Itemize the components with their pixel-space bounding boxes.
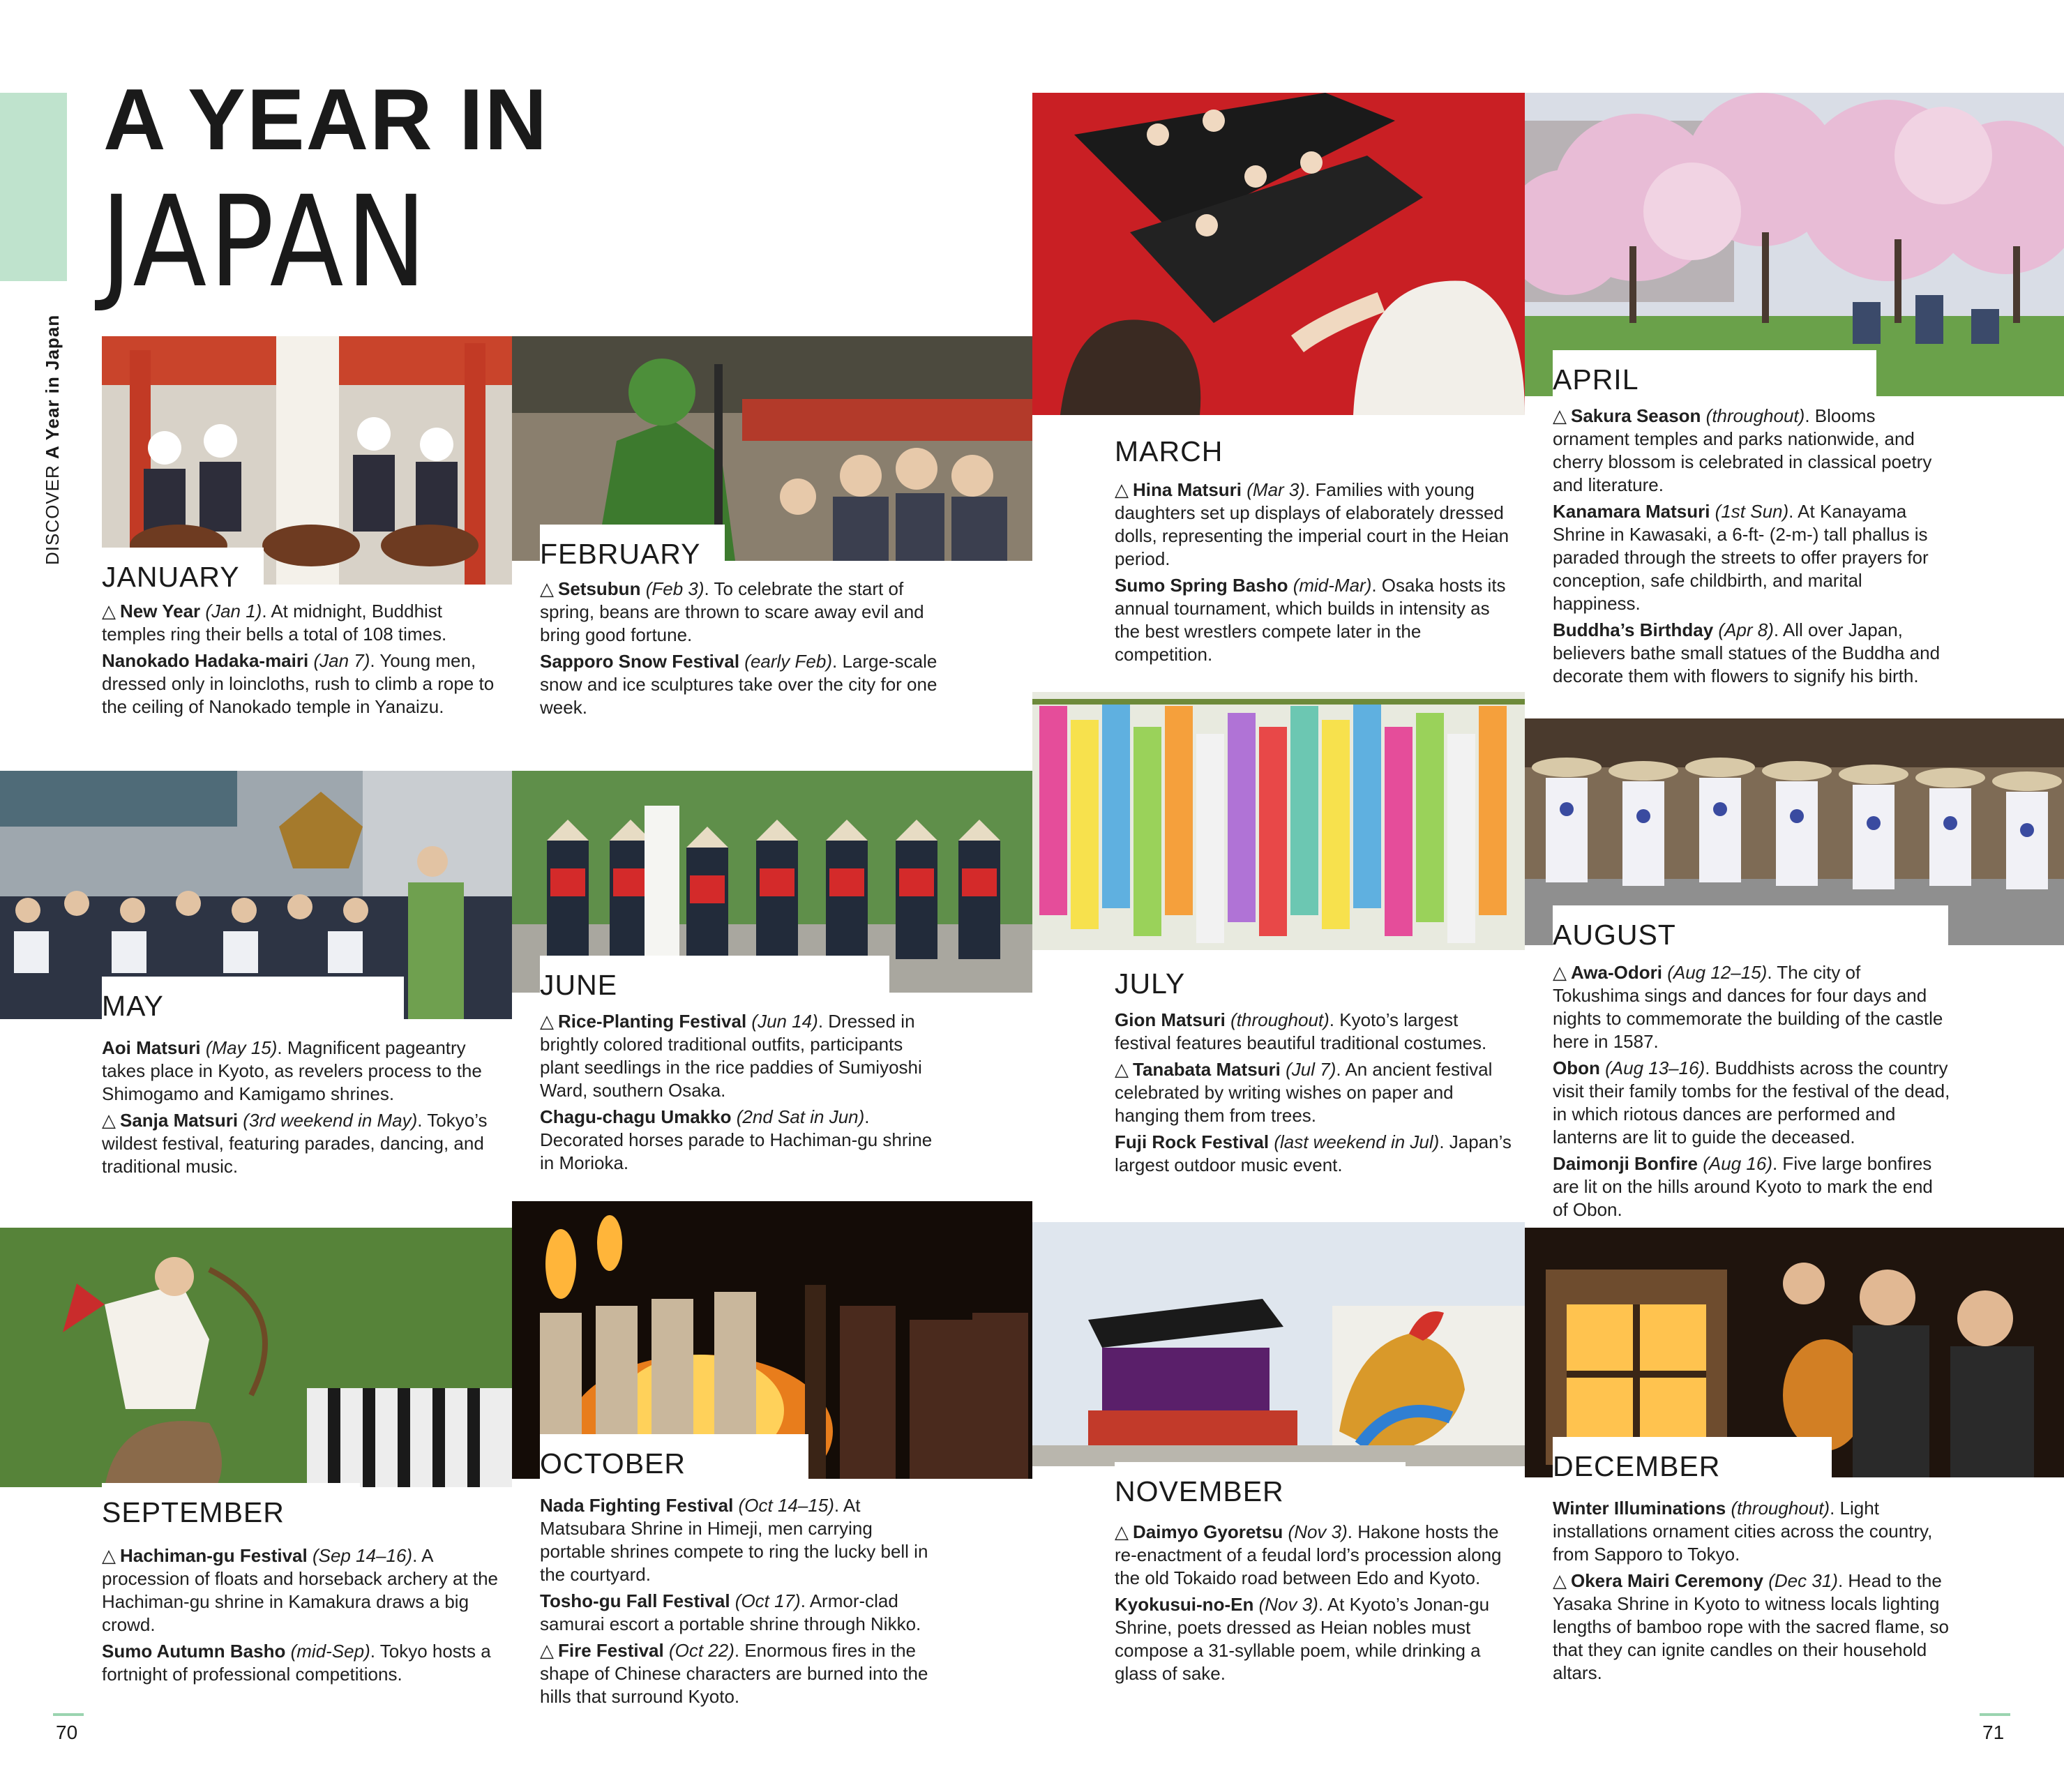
events-may bbox=[102, 1037, 499, 1182]
event-item: Aoi Matsuri (May 15). Magnificent pageantry takes place in Kyoto, as revelers process to the Shimogamo and Kamigamo shrines. bbox=[102, 1037, 482, 1104]
event-item: △ Sakura Season (throughout). Blooms ornament temples and parks nationwide, and cherry blossom is celebrated in classical poetry and literature. bbox=[1553, 405, 1932, 495]
events-january bbox=[102, 600, 499, 722]
highlight-icon: △ bbox=[102, 601, 116, 622]
month-heading-may: MAY bbox=[102, 977, 404, 1026]
event-item: △ Fire Festival (Oct 22). Enormous fires in the shape of Chinese characters are burned into the hills that surround Kyoto. bbox=[540, 1640, 928, 1707]
page-marker-right bbox=[1980, 1713, 2010, 1716]
event-item: Nada Fighting Festival (Oct 14–15). At Matsubara Shrine in Himeji, men carrying portable shrines compete to ring the lucky bell in the courtyard. bbox=[540, 1495, 928, 1585]
highlight-icon: △ bbox=[102, 1545, 116, 1566]
page-title-line2: JAPAN bbox=[100, 170, 430, 315]
month-heading-june: JUNE bbox=[540, 956, 889, 1005]
event-item: △ Okera Mairi Ceremony (Dec 31). Head to the Yasaka Shrine in Kyoto to witness locals lighting lengths of bamboo rope with the sacred flame, so that they can ignite candles on their household altars. bbox=[1553, 1570, 1949, 1683]
event-item: Sumo Spring Basho (mid-Mar). Osaka hosts its annual tournament, which builds in intensity as the best wrestlers compete later in the competition. bbox=[1115, 575, 1506, 665]
event-item: Nanokado Hadaka-mairi (Jan 7). Young men, dressed only in loincloths, rush to climb a rope to the ceiling of Nanokado temple in Yanaizu. bbox=[102, 650, 495, 717]
event-item: Gion Matsuri (throughout). Kyoto’s largest festival features beautiful traditional costumes. bbox=[1115, 1009, 1487, 1053]
events-february bbox=[540, 578, 937, 723]
month-heading-february: FEBRUARY bbox=[540, 525, 725, 574]
highlight-icon: △ bbox=[102, 1110, 116, 1131]
events-december bbox=[1553, 1497, 1950, 1688]
month-heading-november: NOVEMBER bbox=[1115, 1462, 1406, 1512]
photo-november bbox=[1032, 1222, 1525, 1466]
event-item: △ Setsubun (Feb 3). To celebrate the start of spring, beans are thrown to scare away evil and bring good fortune. bbox=[540, 578, 924, 645]
month-heading-july: JULY bbox=[1115, 954, 1415, 1004]
event-item: Sumo Autumn Basho (mid-Sep). Tokyo hosts a fortnight of professional competitions. bbox=[102, 1641, 491, 1685]
event-item: Fuji Rock Festival (last weekend in Jul). Japan’s largest outdoor music event. bbox=[1115, 1131, 1512, 1175]
events-october bbox=[540, 1494, 937, 1712]
section-label bbox=[42, 315, 63, 565]
highlight-icon: △ bbox=[540, 1011, 554, 1032]
event-item: △ Hachiman-gu Festival (Sep 14–16). A procession of floats and horseback archery at the Hachiman-gu shrine in Kamakura draws a big crowd. bbox=[102, 1545, 498, 1635]
page-number-right: 71 bbox=[1982, 1722, 2005, 1743]
month-heading-march: MARCH bbox=[1115, 422, 1466, 472]
month-heading-september: SEPTEMBER bbox=[102, 1483, 360, 1533]
events-august bbox=[1553, 961, 1950, 1225]
page-title-line1: A YEAR IN bbox=[103, 72, 549, 168]
event-item: Tosho-gu Fall Festival (Oct 17). Armor-clad samurai escort a portable shrine through Nikko. bbox=[540, 1590, 921, 1634]
highlight-icon: △ bbox=[1115, 1059, 1129, 1080]
month-heading-january: JANUARY bbox=[102, 548, 264, 597]
event-item: Kyokusui-no-En (Nov 3). At Kyoto’s Jonan-gu Shrine, poets dressed as Heian nobles must compose a 31-syllable poem, while drinking a glass of sake. bbox=[1115, 1594, 1490, 1684]
month-heading-august: AUGUST bbox=[1553, 905, 1948, 955]
event-item: Daimonji Bonfire (Aug 16). Five large bonfires are lit on the hills around Kyoto to mark the end of Obon. bbox=[1553, 1153, 1933, 1220]
section-label-prefix: DISCOVER bbox=[42, 465, 63, 565]
event-item: Obon (Aug 13–16). Buddhists across the country visit their family tombs for the festival of the dead, in which riotous dances are performed and lanterns are lit to guide the deceased. bbox=[1553, 1057, 1950, 1147]
event-item: △ New Year (Jan 1). At midnight, Buddhist temples ring their bells a total of 108 times. bbox=[102, 601, 447, 645]
events-november bbox=[1115, 1521, 1512, 1689]
highlight-icon: △ bbox=[1115, 1521, 1129, 1542]
photo-march bbox=[1032, 93, 1525, 415]
events-june bbox=[540, 1010, 937, 1178]
event-item: △ Tanabata Matsuri (Jul 7). An ancient festival celebrated by writing wishes on paper and hanging them from trees. bbox=[1115, 1059, 1493, 1126]
event-item: △ Daimyo Gyoretsu (Nov 3). Hakone hosts the re-enactment of a feudal lord’s procession along the old Tokaido road between Edo and Kyoto. bbox=[1115, 1521, 1502, 1588]
highlight-icon: △ bbox=[1553, 962, 1567, 983]
event-item: △ Rice-Planting Festival (Jun 14). Dressed in brightly colored traditional outfits, participants plant seedlings in the rice paddies of Sumiyoshi Ward, southern Osaka. bbox=[540, 1011, 922, 1101]
month-heading-april: APRIL bbox=[1553, 350, 1876, 400]
highlight-icon: △ bbox=[1553, 1570, 1567, 1591]
events-april bbox=[1553, 405, 1950, 691]
events-march bbox=[1115, 479, 1512, 670]
photo-september bbox=[0, 1228, 512, 1487]
event-item: Buddha’s Birthday (Apr 8). All over Japan, believers bathe small statues of the Buddha and decorate them with flowers to signify his birth. bbox=[1553, 619, 1941, 686]
highlight-icon: △ bbox=[1553, 405, 1567, 426]
highlight-icon: △ bbox=[540, 1640, 554, 1661]
month-heading-october: OCTOBER bbox=[540, 1434, 808, 1484]
month-heading-december: DECEMBER bbox=[1553, 1437, 1832, 1486]
events-september bbox=[102, 1544, 499, 1689]
event-item: Chagu-chagu Umakko (2nd Sat in Jun). Decorated horses parade to Hachiman-gu shrine in Morioka. bbox=[540, 1106, 933, 1173]
event-item: △ Sanja Matsuri (3rd weekend in May). Tokyo’s wildest festival, featuring parades, dancing, and traditional music. bbox=[102, 1110, 488, 1177]
event-item: Winter Illuminations (throughout). Light installations ornament cities across the country, from Sapporo to Tokyo. bbox=[1553, 1498, 1933, 1565]
page-marker-left bbox=[53, 1713, 84, 1716]
event-item: △ Awa-Odori (Aug 12–15). The city of Tokushima sings and dances for four days and nights to commemorate the building of the castle here in 1587. bbox=[1553, 962, 1943, 1052]
event-item: △ Hina Matsuri (Mar 3). Families with young daughters set up displays of elaborately dressed dolls, representing the imperial court in the Heian period. bbox=[1115, 479, 1509, 569]
accent-bar bbox=[0, 93, 67, 281]
section-label-section: A Year in Japan bbox=[42, 314, 63, 459]
event-item: Sapporo Snow Festival (early Feb). Large-scale snow and ice sculptures take over the city for one week. bbox=[540, 651, 937, 718]
page-number-left: 70 bbox=[56, 1722, 78, 1743]
highlight-icon: △ bbox=[1115, 479, 1129, 500]
highlight-icon: △ bbox=[540, 578, 554, 599]
photo-july bbox=[1032, 692, 1525, 950]
events-july bbox=[1115, 1009, 1512, 1180]
event-item: Kanamara Matsuri (1st Sun). At Kanayama Shrine in Kawasaki, a 6-ft- (2-m-) tall phallus is paraded through the streets to offer prayers for conception, safe childbirth, and marital happiness. bbox=[1553, 501, 1929, 614]
